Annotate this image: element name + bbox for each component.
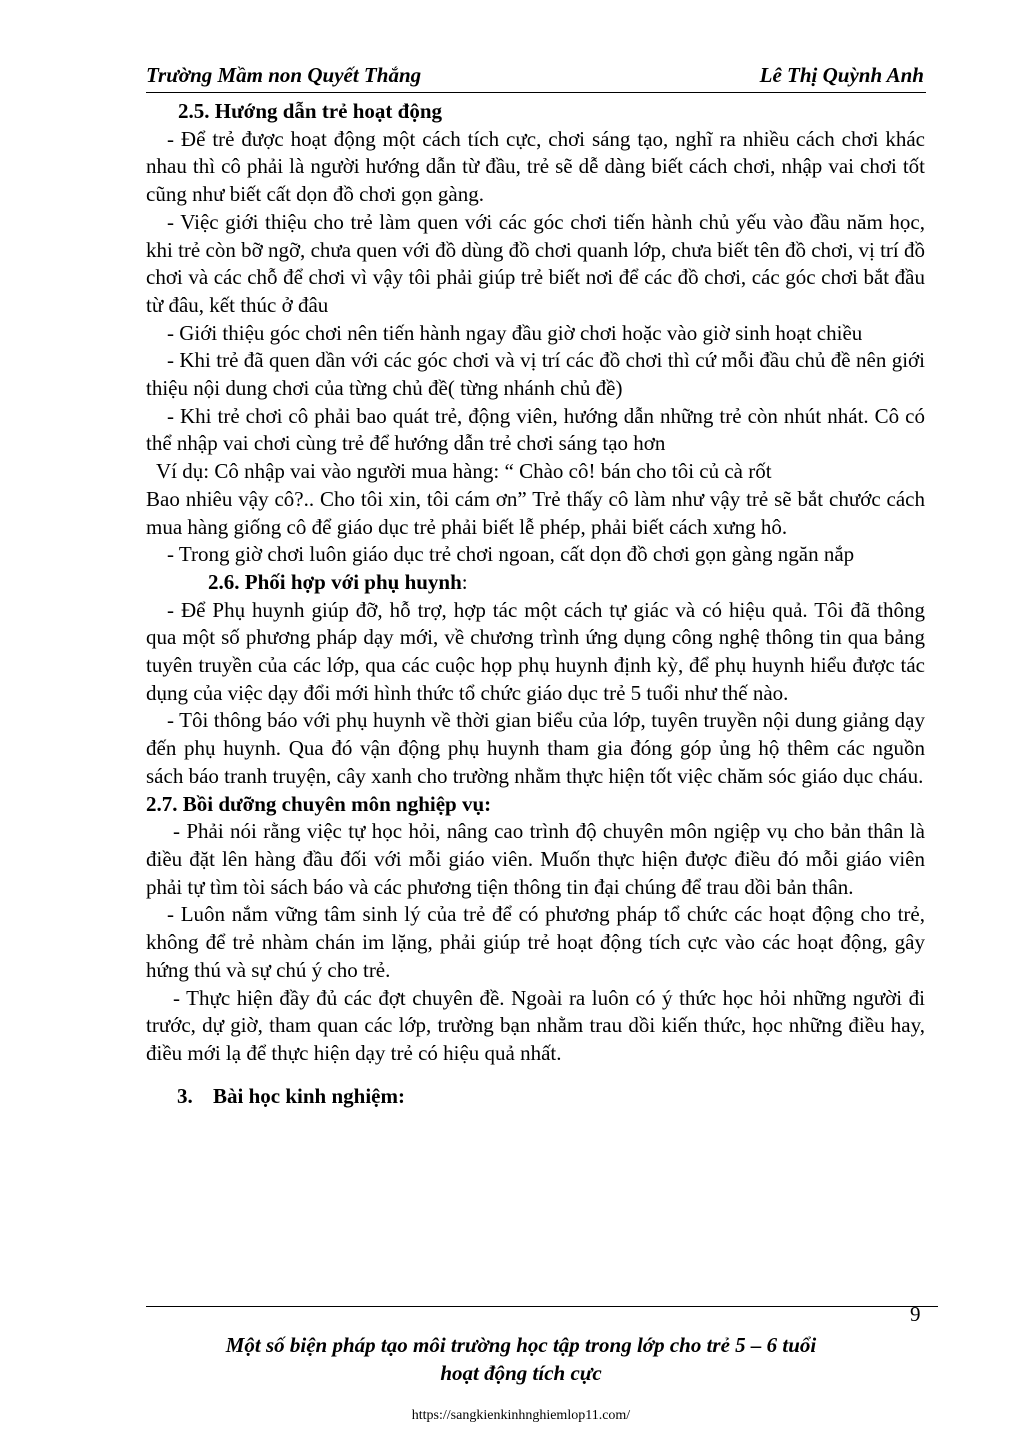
footer-title (146, 1331, 896, 1387)
section-3-heading (146, 1083, 925, 1111)
paragraph: - Luôn nắm vững tâm sinh lý của trẻ để có phương pháp tổ chức các hoạt động cho trẻ, không để trẻ nhàm chán im lặng, phải giúp trẻ hoạt động tích cực vào các hoạt động, gây hứng thú và sự chú ý cho trẻ. (146, 902, 925, 982)
paragraph: - Trong giờ chơi luôn giáo dục trẻ chơi ngoan, cất dọn đồ chơi gọn gàng ngăn nắp (167, 542, 855, 567)
example-paragraph: Ví dụ: Cô nhập vai vào người mua hàng: “ Chào cô! bán cho tôi củ cà rốt (156, 459, 772, 484)
section-2-7-heading: 2.7. Bồi dưỡng chuyên môn nghiệp vụ: (146, 791, 492, 816)
paragraph: - Tôi thông báo với phụ huynh về thời gian biểu của lớp, tuyên truyền nội dung giảng dạy đến phụ huynh. Qua đó vận động phụ huynh tham gia đóng góp ủng hộ thêm các nguồn sách báo tranh truyện, cây xanh cho trường nhằm thực hiện tốt việc chăm sóc giáo dục cháu. (146, 708, 925, 788)
paragraph: - Để Phụ huynh giúp đỡ, hỗ trợ, hợp tác một cách tự giác và có hiệu quả. Tôi đã thông qua một số phương pháp dạy mới, về chương trình ứng dụng công nghệ thông tin qua bảng tuyên truyền của các lớp, qua các cuộc họp phụ huynh định kỳ, để phụ huynh hiểu được tác dụng của việc dạy đổi mới hình thức tổ chức giáo dục trẻ 5 tuổi như thế nào. (146, 597, 925, 705)
section-2-6-colon: : (461, 569, 468, 594)
section-2-6-heading (146, 569, 925, 597)
section-3-number: 3. (177, 1083, 193, 1108)
paragraph: - Thực hiện đầy đủ các đợt chuyên đề. Ngoài ra luôn có ý thức học hỏi những người đi trước, dự giờ, tham quan các lớp, trường bạn nhằm trau dồi kiến thức, học những điều hay, điều mới lạ để thực hiện dạy trẻ có hiệu quả nhất. (146, 985, 925, 1065)
paragraph: - Giới thiệu góc chơi nên tiến hành ngay đầu giờ chơi hoặc vào giờ sinh hoạt chiều (167, 320, 863, 345)
paragraph: - Để trẻ được hoạt động một cách tích cực, chơi sáng tạo, nghĩ ra nhiều cách chơi khác nhau thì cô phải là người hướng dẫn từ đầu, trẻ sẽ dễ dàng biết cách chơi, nhập vai chơi tốt cũng như biết cất dọn đồ chơi gọn gàng. (146, 126, 925, 207)
page-number: 9 (910, 1302, 921, 1326)
paragraph: - Phải nói rằng việc tự học hỏi, nâng cao trình độ chuyên môn ngiệp vụ cho bản thân là điều đặt lên hàng đầu đối với mỗi giáo viên. Muốn thực hiện được điều đó mỗi giáo viên phải tự tìm tòi sách báo và các phương tiện thông tin đại chúng để trau dồi bản thân. (146, 819, 925, 899)
paragraph: - Khi trẻ đã quen dần với các góc chơi và vị trí các đồ chơi thì cứ mỗi đầu chủ đề nên giới thiệu nội dung chơi của từng chủ đề( từng nhánh chủ đề) (146, 348, 925, 401)
paragraph: - Khi trẻ chơi cô phải bao quát trẻ, động viên, hướng dẫn những trẻ còn nhút nhát. Cô có thể nhập vai chơi cùng trẻ để hướng dẫn trẻ chơi sáng tạo hơn (146, 403, 925, 456)
paragraph: - Việc giới thiệu cho trẻ làm quen với các góc chơi tiến hành chủ yếu vào đầu năm học, khi trẻ còn bỡ ngỡ, chưa quen với đồ dùng đồ chơi quanh lớp, chưa biết tên đồ chơi, vị trí đồ chơi và các chỗ để chơi vì vậy tôi phải giúp trẻ biết nơi để các đồ chơi, các góc chơi bắt đầu từ đâu, kết thúc ở đâu (146, 209, 925, 317)
document-body (146, 98, 925, 1110)
section-3-title: Bài học kinh nghiệm: (213, 1083, 405, 1108)
header-school: Trường Mầm non Quyết Thắng (146, 63, 422, 87)
section-2-5-heading: 2.5. Hướng dẫn trẻ hoạt động (178, 99, 443, 123)
paragraph: Bao nhiêu vậy cô?.. Cho tôi xin, tôi cám ơn” Trẻ thấy cô làm như vậy trẻ sẽ bắt chước cách mua hàng giống cô để giáo dục trẻ phải biết lễ phép, phải biết cách xưng hô. (146, 486, 925, 539)
footer-title-line2: hoạt động tích cực (440, 1361, 602, 1385)
footer-title-line1: Một số biện pháp tạo môi trường học tập trong lớp cho trẻ 5 – 6 tuổi (225, 1333, 817, 1357)
source-url: https://sangkienkinhnghiemlop11.com/ (411, 1408, 631, 1423)
section-2-6-title: 2.6. Phối hợp với phụ huynh (208, 569, 462, 594)
page-header (146, 62, 926, 93)
header-author: Lê Thị Quỳnh Anh (759, 63, 924, 87)
footer-divider (146, 1306, 938, 1307)
